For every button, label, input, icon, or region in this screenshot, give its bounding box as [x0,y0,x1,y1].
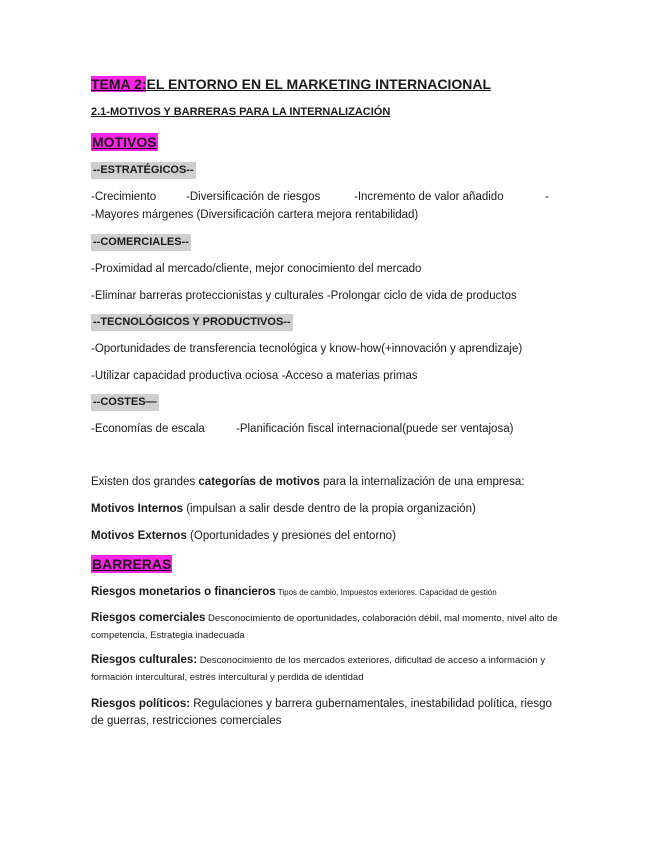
riesgos-culturales [91,652,561,686]
riesgos-comerciales [91,610,561,644]
motivos-externos-label: Motivos Externos [91,530,187,542]
estrategicos-label: --ESTRATÉGICOS-- [91,162,196,179]
motivos-externos [91,529,396,544]
riesgos-politicos-label: Riesgos políticos: [91,698,191,710]
categorias-bold: categorías de motivos [198,476,320,488]
estrategicos-item-3: -Incremento de valor añadido [354,191,504,203]
estrategicos-item-4: -Mayores márgenes (Diversificación cartera mejora rentabilidad) [91,209,419,221]
motivos-internos-text: (impulsan a salir desde dentro de la propia organización) [183,503,476,515]
riesgos-monetarios-text: Tipos de cambio, Impuestos exteriores. Capacidad de gestión [275,588,497,597]
comerciales-line-1: -Proximidad al mercado/cliente, mejor conocimiento del mercado [91,263,422,275]
riesgos-culturales-label: Riesgos culturales: [91,654,198,666]
riesgos-monetarios [91,585,497,600]
costes-item-1: -Economías de escala [91,423,205,435]
comerciales-label: --COMERCIALES-- [91,234,191,251]
estrategicos-dash: - [545,191,549,203]
riesgos-comerciales-label: Riesgos comerciales [91,612,206,624]
riesgos-monetarios-label: Riesgos monetarios o financieros [91,586,276,598]
page-title [91,76,491,92]
tecnologicos-line-2: -Utilizar capacidad productiva ociosa -Acceso a materias primas [91,370,418,382]
riesgos-politicos-text: Regulaciones y barrera gubernamentales, inestabilidad política, riesgo de guerras, restricciones comerciales [91,698,552,727]
costes-label: --COSTES— [91,394,159,411]
motivos-internos-label: Motivos Internos [91,503,184,515]
motivos-internos [91,502,476,517]
estrategicos-item-2: -Diversificación de riesgos [186,191,321,203]
barreras-heading: BARRERAS [92,556,172,572]
categorias-intro [91,475,524,490]
costes-item-2: -Planificación fiscal internacional(puede ser ventajosa) [236,423,514,435]
estrategicos-item-1: -Crecimiento [91,191,157,203]
riesgos-politicos [91,696,561,730]
comerciales-line-2: -Eliminar barreras proteccionistas y culturales -Prolongar ciclo de vida de productos [91,290,517,302]
categorias-post: para la internalización de una empresa: [319,476,525,488]
motivos-externos-text: (Oportunidades y presiones del entorno) [186,530,396,542]
tecnologicos-label: --TECNOLÓGICOS Y PRODUCTIVOS-- [91,314,293,331]
motivos-heading: MOTIVOS [92,134,157,150]
riesgos-culturales-text: Desconocimiento de los mercados exteriores, dificultad de acceso a información y formación intercultural, estrés intercultural y perdida de identidad [91,655,546,683]
title-prefix-highlight: TEMA 2: [91,76,147,92]
riesgos-comerciales-text: Desconocimiento de oportunidades, colaboración débil, mal momento, nivel alto de competencia, Estrategia inadecuada [91,613,558,641]
categorias-pre: Existen dos grandes [91,476,199,488]
title-text: EL ENTORNO EN EL MARKETING INTERNACIONAL [146,76,492,92]
tecnologicos-line-1: -Oportunidades de transferencia tecnológica y know-how(+innovación y aprendizaje) [91,343,523,355]
section-subtitle: 2.1-MOTIVOS Y BARRERAS PARA LA INTERNALIZACIÓN [91,106,391,118]
